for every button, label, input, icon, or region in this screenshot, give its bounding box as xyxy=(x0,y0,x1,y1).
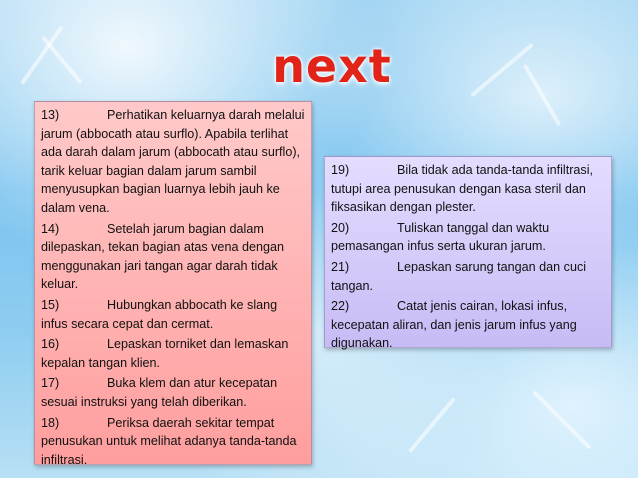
step-19 xyxy=(331,161,605,217)
right-steps-panel xyxy=(324,156,612,351)
step-text: Bila tidak ada tanda-tanda infiltrasi, tutupi area penusukan dengan kasa steril dan fiksasikan dengan plester. xyxy=(331,163,594,215)
step-14 xyxy=(41,220,305,294)
step-20 xyxy=(331,219,605,256)
step-13 xyxy=(41,106,305,218)
frost-decoration xyxy=(41,36,83,85)
slide-title: next xyxy=(272,39,392,93)
step-21 xyxy=(331,258,605,295)
step-number: 21) xyxy=(331,259,350,274)
step-17 xyxy=(41,374,305,411)
step-text: Setelah jarum bagian dalam dilepaskan, tekan bagian atas vena dengan menggunakan jari tangan agar darah tidak keluar. xyxy=(41,221,284,292)
step-text: Lepaskan sarung tangan dan cuci tangan. xyxy=(331,259,587,293)
step-text: Perhatikan keluarnya darah melalui jarum (abbocath atau surflo). Apabila terlihat ada darah dalam jarum (abbocath atau surflo), tarik keluar bagian dalam jarum sambil menyusupkan bagian luarnya lebih jauh ke dalam vena. xyxy=(41,108,305,215)
step-22 xyxy=(331,297,605,353)
step-15 xyxy=(41,296,305,333)
step-number: 18) xyxy=(41,415,60,430)
step-number: 15) xyxy=(41,297,60,312)
frost-decoration xyxy=(523,64,561,127)
step-number: 20) xyxy=(331,220,350,235)
step-16 xyxy=(41,335,305,372)
step-text: Catat jenis cairan, lokasi infus, kecepatan aliran, dan jenis jarum infus yang digunakan. xyxy=(331,299,577,351)
step-18 xyxy=(41,414,305,470)
step-text: Tuliskan tanggal dan waktu pemasangan infus serta ukuran jarum. xyxy=(331,220,550,254)
step-number: 13) xyxy=(41,108,60,122)
step-text: Lepaskan torniket dan lemaskan kepalan tangan klien. xyxy=(41,337,289,370)
step-text: Hubungkan abbocath ke slang infus secara cepat dan cermat. xyxy=(41,297,278,331)
left-steps-panel xyxy=(34,101,312,465)
frost-decoration xyxy=(532,390,591,449)
step-number: 22) xyxy=(331,299,350,314)
step-text: Periksa daerah sekitar tempat penusukan untuk melihat adanya tanda-tanda infiltrasi. xyxy=(41,415,297,467)
step-number: 14) xyxy=(41,221,60,236)
step-number: 19) xyxy=(331,163,350,177)
step-number: 17) xyxy=(41,376,60,391)
frost-decoration xyxy=(408,397,456,453)
step-text: Buka klem dan atur kecepatan sesuai instruksi yang telah diberikan. xyxy=(41,376,278,409)
step-number: 16) xyxy=(41,337,60,352)
